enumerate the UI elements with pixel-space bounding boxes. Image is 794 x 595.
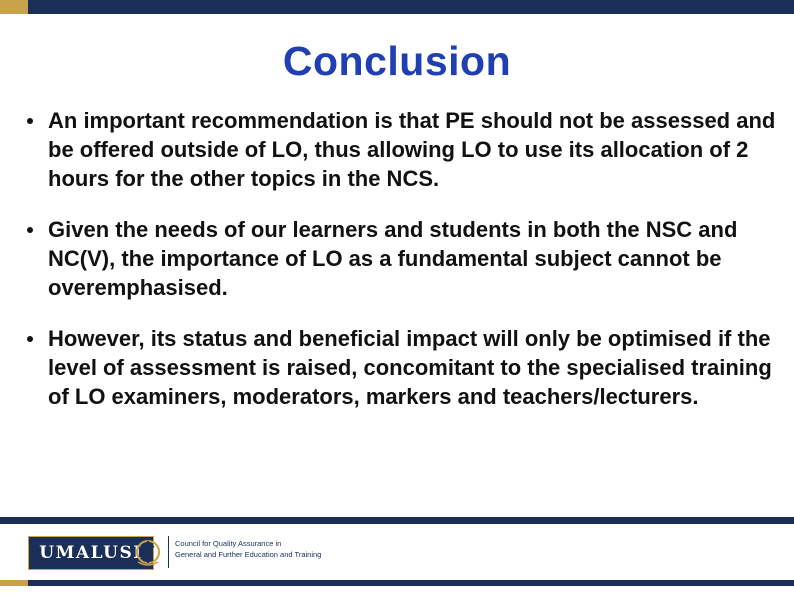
logo-text: UMALUSI (39, 543, 143, 563)
bullet-text: However, its status and beneficial impact will only be optimised if the level of assessment is raised, concomitant to the specialised training of LO examiners, moderators, markers and teachers/lecturers. (48, 326, 772, 409)
footer-gold-accent (0, 580, 28, 586)
bullet-dot-icon (27, 227, 33, 233)
footer-bottom-bar (0, 580, 794, 586)
organisation-tagline (175, 538, 321, 560)
logo-divider (168, 536, 169, 568)
bullet-dot-icon (27, 118, 33, 124)
bullet-item (27, 215, 792, 302)
bullet-item (27, 106, 792, 193)
bullet-dot-icon (27, 336, 33, 342)
emblem-icon (132, 532, 162, 572)
top-banner (0, 0, 794, 14)
bullet-text: An important recommendation is that PE should not be assessed and be offered outside of LO, thus allowing LO to use its allocation of 2 hours for the other topics in the NCS. (48, 108, 776, 191)
tagline-line-2: General and Further Education and Training (175, 550, 322, 559)
bullet-item (27, 324, 792, 411)
bullet-text: Given the needs of our learners and students in both the NSC and NC(V), the importance of LO as a fundamental subject cannot be overemphasised. (48, 217, 738, 300)
slide-title: Conclusion (282, 38, 512, 84)
tagline-line-1: Council for Quality Assurance in (175, 539, 282, 548)
top-gold-accent (0, 0, 28, 14)
bullet-list (27, 106, 792, 433)
footer-divider-top (0, 517, 794, 524)
